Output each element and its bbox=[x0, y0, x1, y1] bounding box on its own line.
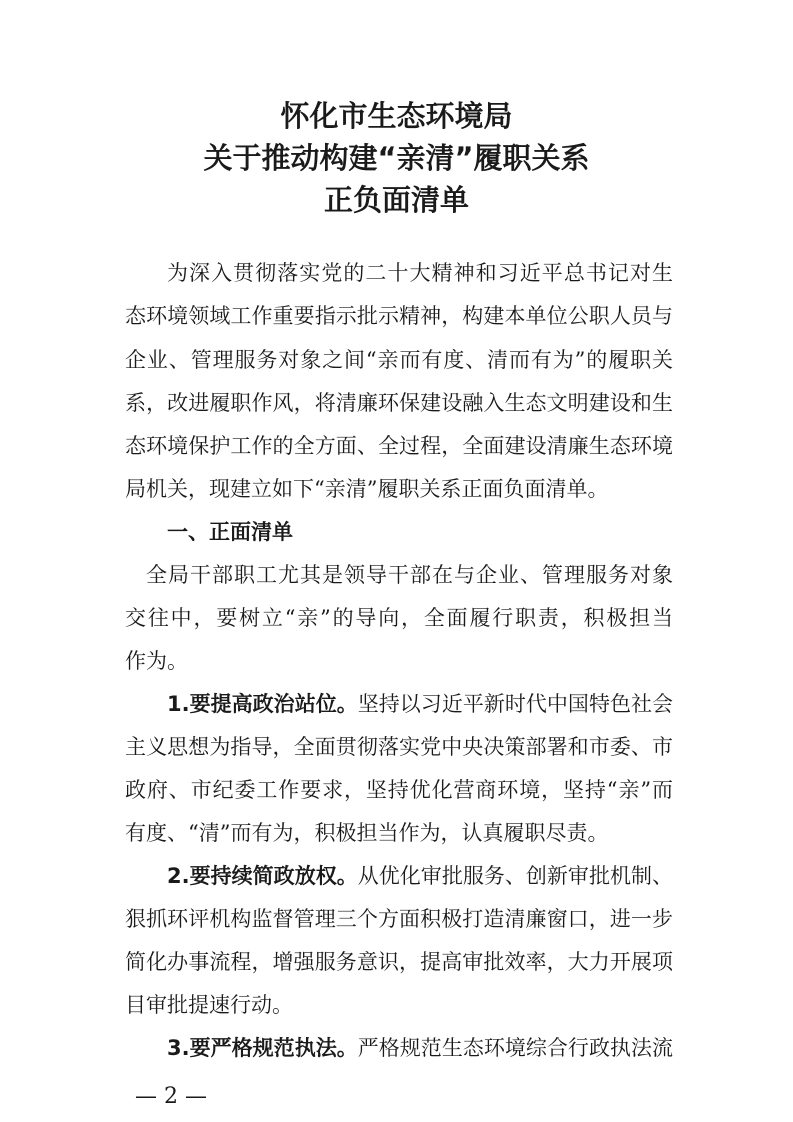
intro-line: 为深入贯彻落实党的二十大精神和习近平总书记对生 bbox=[167, 261, 673, 285]
section-paragraph-line: 作为。 bbox=[125, 649, 188, 673]
item-1-line: 政府、市纪委工作要求，坚持优化营商环境，坚持“亲”而 bbox=[125, 778, 673, 802]
item-1-line: 主义思想为指导，全面贯彻落实党中央决策部署和市委、市 bbox=[125, 735, 673, 759]
title-line-2: 关于推动构建“亲清”履职关系 bbox=[203, 141, 590, 175]
page-number: — 2 — bbox=[135, 1084, 207, 1109]
intro-line: 企业、管理服务对象之间“亲而有度、清而有为”的履职关 bbox=[125, 348, 673, 372]
intro-line: 系，改进履职作风，将清廉环保建设融入生态文明建设和生 bbox=[125, 391, 673, 415]
item-2-first-line bbox=[167, 861, 673, 891]
item-2-text: 从优化审批服务、创新审批机制、 bbox=[357, 864, 673, 888]
title-line-3: 正负面清单 bbox=[323, 183, 469, 217]
item-1-text: 坚持以习近平新时代中国特色社会 bbox=[357, 692, 673, 716]
item-2-line: 目审批提速行动。 bbox=[125, 993, 293, 1017]
section-paragraph-line: 交往中，要树立“亲”的导向，全面履行职责，积极担当 bbox=[125, 606, 673, 630]
item-1-first-line bbox=[167, 689, 673, 719]
item-2-line: 狠抓环评机构监督管理三个方面积极打造清廉窗口，进一步 bbox=[125, 907, 673, 931]
item-3-title: 3.要严格规范执法。 bbox=[167, 1036, 358, 1060]
section-paragraph-line: 全局干部职工尤其是领导干部在与企业、管理服务对象 bbox=[146, 563, 673, 587]
item-3-first-line bbox=[167, 1033, 673, 1063]
item-2-title: 2.要持续简政放权。 bbox=[167, 864, 358, 888]
item-1-line: 有度、“清”而有为，积极担当作为，认真履职尽责。 bbox=[125, 821, 609, 845]
title-line-1: 怀化市生态环境局 bbox=[280, 99, 513, 133]
intro-line: 态环境保护工作的全方面、全过程，全面建设清廉生态环境 bbox=[125, 434, 673, 458]
intro-line: 局机关，现建立如下“亲清”履职关系正面负面清单。 bbox=[125, 477, 609, 501]
item-3-text: 严格规范生态环境综合行政执法流 bbox=[357, 1036, 673, 1060]
intro-line: 态环境领域工作重要指示批示精神，构建本单位公职人员与 bbox=[125, 304, 673, 328]
item-2-line: 简化办事流程，增强服务意识，提高审批效率，大力开展项 bbox=[125, 950, 673, 974]
section-heading-positive-list: 一、正面清单 bbox=[167, 520, 293, 544]
item-1-title: 1.要提高政治站位。 bbox=[167, 692, 358, 716]
